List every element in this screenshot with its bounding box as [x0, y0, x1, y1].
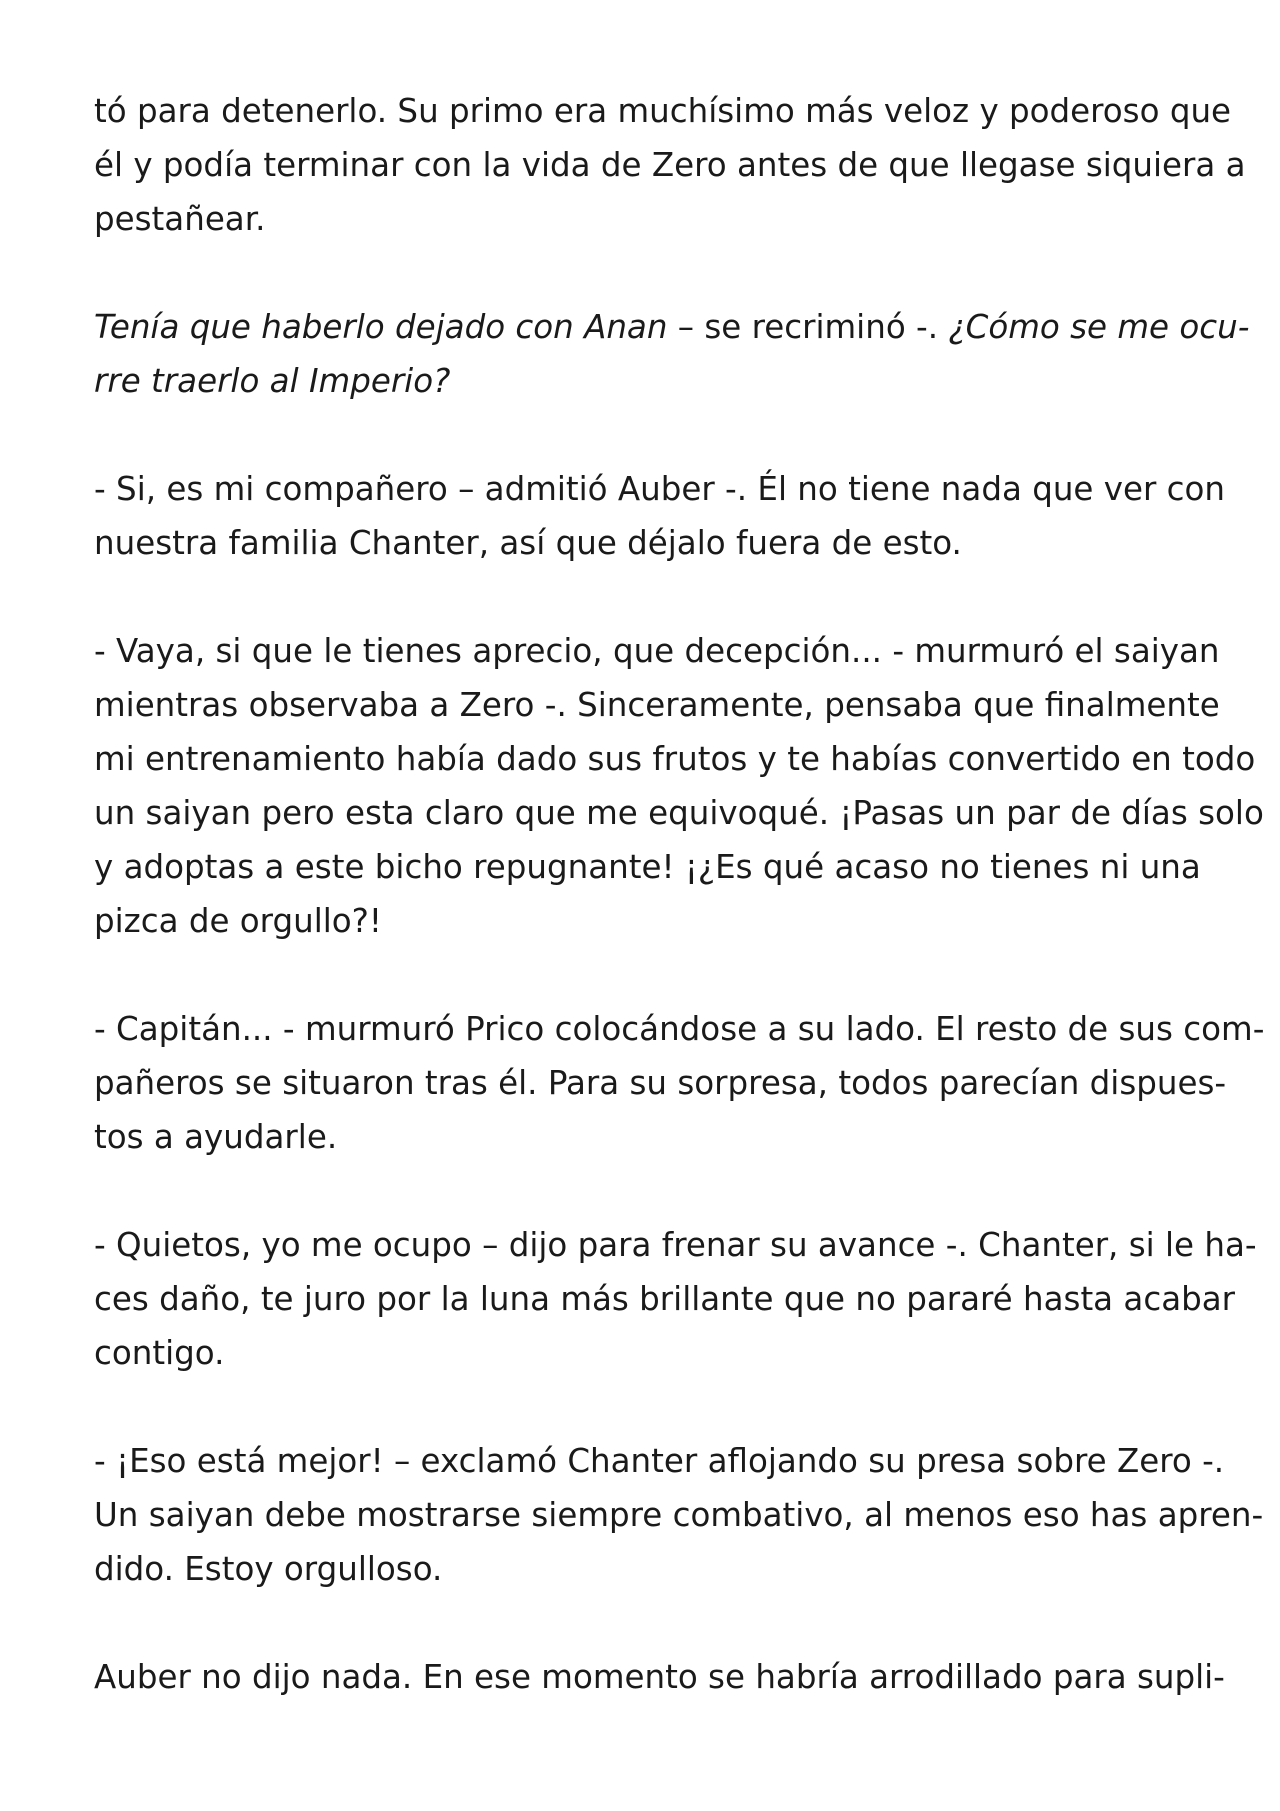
paragraph-6: [94, 1218, 1257, 1380]
text-line: mi entrenamiento había dado sus frutos y te habías convertido en todo: [94, 740, 1256, 778]
paragraph-4: [94, 624, 1264, 948]
text-line: ces daño, te juro por la luna más brillante que no pararé hasta acabar: [94, 1280, 1236, 1318]
paragraph-7: [94, 1434, 1264, 1596]
text-line: rre traerlo al Imperio?: [94, 362, 451, 400]
text-line: dido. Estoy orgulloso.: [94, 1550, 443, 1588]
italic-thought: Tenía que haberlo dejado con Anan: [94, 308, 668, 346]
text-line: Auber no dijo nada. En ese momento se habría arrodillado para supli-: [94, 1658, 1225, 1696]
paragraph-3: [94, 462, 1226, 570]
italic-thought: ¿Cómo se me ocu-: [948, 308, 1250, 346]
text-line: tos a ayudarle.: [94, 1118, 338, 1156]
text-line: - ¡Eso está mejor! – exclamó Chanter aflojando su presa sobre Zero -.: [94, 1442, 1225, 1480]
text-line: contigo.: [94, 1334, 225, 1372]
text-line: mientras observaba a Zero -. Sinceramente, pensaba que finalmente: [94, 686, 1220, 724]
paragraph-1: [94, 84, 1246, 246]
text-line: pestañear.: [94, 200, 266, 238]
text-line: [94, 300, 1250, 354]
text-line: pañeros se situaron tras él. Para su sorpresa, todos parecían dispues-: [94, 1064, 1227, 1102]
text-line: - Capitán... - murmuró Prico colocándose a su lado. El resto de sus com-: [94, 1010, 1265, 1048]
paragraph-5: [94, 1002, 1265, 1164]
text-line: pizca de orgullo?!: [94, 902, 382, 940]
text-line: - Vaya, si que le tienes aprecio, que decepción... - murmuró el saiyan: [94, 632, 1220, 670]
text-line: tó para detenerlo. Su primo era muchísimo más veloz y poderoso que: [94, 92, 1232, 130]
text-line: Un saiyan debe mostrarse siempre combativo, al menos eso has apren-: [94, 1496, 1264, 1534]
text-line: y adoptas a este bicho repugnante! ¡¿Es qué acaso no tienes ni una: [94, 848, 1201, 886]
paragraph-2: [94, 300, 1250, 408]
text-line: nuestra familia Chanter, así que déjalo fuera de esto.: [94, 524, 962, 562]
narration: – se recriminó -.: [667, 308, 949, 346]
text-line: un saiyan pero esta claro que me equivoqué. ¡Pasas un par de días solo: [94, 794, 1264, 832]
body-text: [94, 84, 1265, 1758]
paragraph-8: [94, 1650, 1225, 1704]
text-line: él y podía terminar con la vida de Zero antes de que llegase siquiera a: [94, 146, 1246, 184]
text-line: - Quietos, yo me ocupo – dijo para frenar su avance -. Chanter, si le ha-: [94, 1226, 1257, 1264]
text-line: - Si, es mi compañero – admitió Auber -. Él no tiene nada que ver con: [94, 470, 1226, 508]
